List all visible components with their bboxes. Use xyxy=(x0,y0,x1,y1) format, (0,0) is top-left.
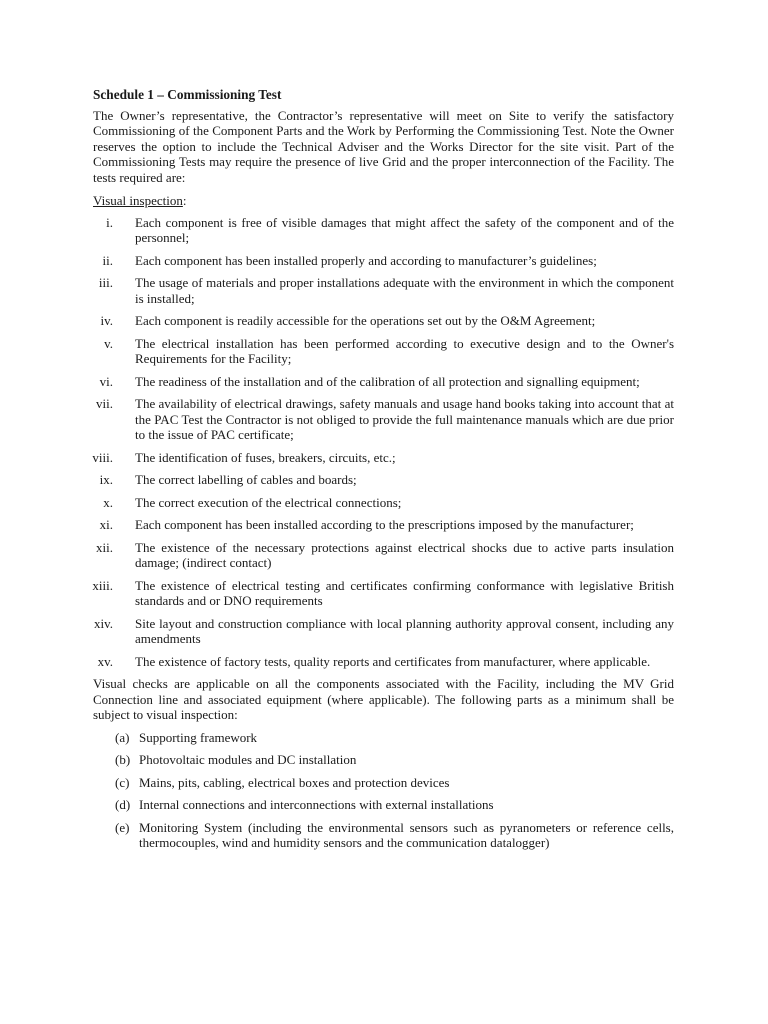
visual-inspection-item-number: ii. xyxy=(102,252,113,268)
page-title: Schedule 1 – Commissioning Test xyxy=(93,87,282,102)
visual-inspection-item-text: Each component has been installed according to the prescriptions imposed by the manufacturer; xyxy=(135,517,634,532)
visual-inspection-item-text: The correct execution of the electrical connections; xyxy=(135,494,402,510)
visual-inspection-item-number: i. xyxy=(106,214,113,230)
visual-inspection-item-number: viii. xyxy=(92,449,113,465)
visual-inspection-item-text: The usage of materials and proper installations adequate with the environment in which the component is installed; xyxy=(135,275,674,306)
visual-inspection-item-number: xv. xyxy=(97,653,113,669)
inspection-parts-list xyxy=(93,730,674,851)
visual-inspection-item-number: v. xyxy=(104,335,113,351)
visual-inspection-item xyxy=(93,540,674,571)
inspection-part-item xyxy=(93,820,674,851)
visual-inspection-item-text: The correct labelling of cables and boards; xyxy=(135,472,357,487)
visual-inspection-item-number: xiv. xyxy=(93,615,113,631)
inspection-part-item-number: (d) xyxy=(115,797,131,812)
visual-inspection-item-text: Each component has been installed properly and according to manufacturer’s guidelines; xyxy=(135,252,597,268)
inspection-part-item-number: (b) xyxy=(115,752,131,767)
visual-inspection-item-number: x. xyxy=(103,494,113,510)
visual-inspection-item-number: iv. xyxy=(100,313,113,328)
visual-inspection-item-text: The existence of the necessary protections against electrical shocks due to active parts insulation damage; (indirect contact) xyxy=(135,539,674,570)
inspection-part-item-number: (e) xyxy=(115,819,130,835)
inspection-part-item xyxy=(93,775,674,791)
visual-inspection-item-text: The existence of factory tests, quality reports and certificates from manufacturer, where applicable. xyxy=(135,653,651,669)
visual-inspection-item xyxy=(93,336,674,367)
visual-inspection-item-number: ix. xyxy=(99,472,113,487)
visual-inspection-item-number: iii. xyxy=(98,275,113,290)
visual-checks-paragraph: Visual checks are applicable on all the components associated with the Facility, including the MV Grid Connection line and associated equipment (where applicable). The following parts as a minimum shall be subject to visual inspection: xyxy=(93,676,674,722)
visual-inspection-item xyxy=(93,215,674,246)
visual-inspection-list xyxy=(93,215,674,670)
visual-inspection-item-text: The electrical installation has been performed according to executive design and to the Owner's Requirements for the Facility; xyxy=(135,335,674,366)
visual-inspection-item xyxy=(93,313,674,329)
visual-inspection-heading-colon: : xyxy=(182,193,187,208)
visual-inspection-item xyxy=(93,275,674,306)
visual-inspection-item-text: The readiness of the installation and of the calibration of all protection and signalling equipment; xyxy=(135,373,640,389)
visual-inspection-item-text: The availability of electrical drawings, safety manuals and usage hand books taking into account that at the PAC Test the Contractor is not obliged to provide the full maintenance manuals which are due prior to the issue of PAC certificate; xyxy=(135,396,674,442)
visual-inspection-item xyxy=(93,517,674,533)
visual-inspection-item xyxy=(93,450,674,466)
inspection-part-item-text: Supporting framework xyxy=(139,729,258,745)
inspection-part-item-text: Monitoring System (including the environmental sensors such as pyranometers or reference cells, thermocouples, wind and humidity sensors and the communication datalogger) xyxy=(139,819,674,850)
visual-inspection-item-number: xiii. xyxy=(92,577,113,593)
visual-inspection-item-text: Site layout and construction compliance with local planning authority approval consent, including any amendments xyxy=(135,615,674,646)
inspection-part-item-text: Mains, pits, cabling, electrical boxes and protection devices xyxy=(139,774,450,790)
visual-inspection-item xyxy=(93,495,674,511)
inspection-part-item xyxy=(93,730,674,746)
inspection-part-item-text: Photovoltaic modules and DC installation xyxy=(139,752,357,767)
visual-inspection-item-text: Each component is free of visible damages that might affect the safety of the component and of the personnel; xyxy=(135,214,674,245)
visual-inspection-item xyxy=(93,654,674,670)
visual-inspection-item-text: The existence of electrical testing and certificates confirming conformance with legislative British standards and or DNO requirements xyxy=(135,577,674,608)
visual-inspection-item xyxy=(93,253,674,269)
visual-inspection-item-text: The identification of fuses, breakers, circuits, etc.; xyxy=(135,449,396,465)
visual-inspection-item xyxy=(93,472,674,488)
visual-inspection-item xyxy=(93,578,674,609)
visual-inspection-heading: Visual inspection xyxy=(93,193,183,208)
visual-inspection-item xyxy=(93,374,674,390)
visual-inspection-item-text: Each component is readily accessible for the operations set out by the O&M Agreement; xyxy=(135,313,596,328)
inspection-part-item xyxy=(93,752,674,768)
inspection-part-item-number: (a) xyxy=(115,729,130,745)
visual-inspection-item-number: xi. xyxy=(99,517,113,532)
inspection-part-item-number: (c) xyxy=(115,774,130,790)
visual-inspection-heading-wrap xyxy=(93,189,674,212)
visual-inspection-item-number: vi. xyxy=(99,373,113,389)
visual-inspection-item-number: vii. xyxy=(96,396,113,411)
intro-paragraph: The Owner’s representative, the Contractor’s representative will meet on Site to verify the satisfactory Commissioning of the Component Parts and the Work by Performing the Commissioning Test. Note the Owner reserves the option to include the Technical Adviser and the Works Director for the site visit. Part of the Commissioning Tests may require the presence of live Grid and the proper interconnection of the Facility. The tests required are: xyxy=(93,107,674,185)
inspection-part-item xyxy=(93,797,674,813)
visual-inspection-item xyxy=(93,616,674,647)
visual-inspection-item xyxy=(93,396,674,443)
document-page xyxy=(93,87,674,858)
visual-inspection-item-number: xii. xyxy=(96,539,113,555)
inspection-part-item-text: Internal connections and interconnections with external installations xyxy=(139,797,494,812)
